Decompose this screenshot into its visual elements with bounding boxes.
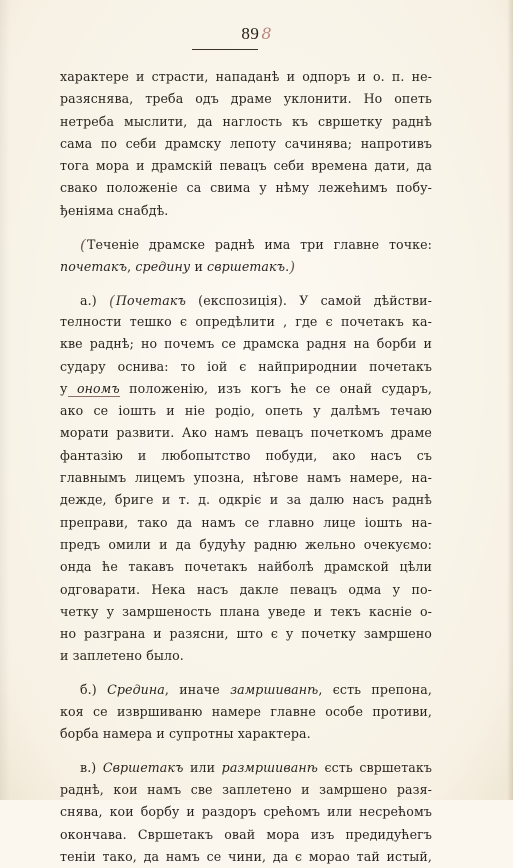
text-line: четку у замршеность плана уведе и текъ касніе о- <box>60 603 432 619</box>
text-line: преправи, тако да намъ се главно лице іошть на- <box>60 514 432 530</box>
text-line: но разграна и разясни, што є у почетку замршено <box>60 626 432 642</box>
text-line: борба намера и супротны характера. <box>60 726 311 742</box>
text-line: фантазію и любопытство побуди, ако насъ съ <box>60 447 432 463</box>
text-line: ђеніяма снабдѣ. <box>60 202 169 218</box>
pencil-bracket-mark: ( <box>80 236 86 255</box>
section-label: б.) <box>80 681 97 697</box>
section-label: а.) <box>80 292 97 308</box>
text-line: телности тешко є опредѣлити , где є почетакъ ка- <box>60 313 432 329</box>
emphasis-term: Почетакъ <box>115 292 186 308</box>
text-body <box>60 66 432 868</box>
text-line: разяснява, треба одъ драме уклонити. Но опеть <box>60 91 432 107</box>
pencil-bracket-mark: ( <box>108 291 115 310</box>
text-line: ако се іошть и ніе родіо, опеть у далѣмъ течаю <box>60 403 432 419</box>
header-rule <box>192 49 258 50</box>
text-line: а.) (Почетакъ (експозиція). У самой дѣйстви- <box>80 291 432 310</box>
paragraph-2 <box>60 233 432 278</box>
emphasis-term: свршетакъ <box>207 259 286 275</box>
text-line: онда ће такавъ почетакъ найболѣ драмской цѣли <box>60 559 432 575</box>
text-line: нетреба мыслити, да наглость къ свршетку раднѣ <box>60 113 432 129</box>
paragraph-1 <box>60 66 432 222</box>
emphasis-term: Свршетакъ <box>102 759 184 775</box>
text-line: кве раднѣ; но почемъ се драмска радня на борби и <box>60 336 432 352</box>
text-line: б.) Средина, иначе замршиванѣ, єсть препона, <box>80 681 433 697</box>
text-line: одговарати. Нека насъ дакле певацъ одма у по- <box>60 581 432 597</box>
pencil-bracket-mark: ) <box>289 258 296 277</box>
paragraph-5 <box>60 757 432 868</box>
emphasis-term: средину <box>135 259 191 275</box>
text-line: главнымъ лицемъ упозна, нѣгове намъ намере, на- <box>60 470 432 486</box>
page-number: 89 <box>241 24 260 43</box>
pencil-page-number: 8 <box>261 24 272 43</box>
text-line: сама по себи драмску лепоту сачинява; напротивъ <box>60 135 432 151</box>
text-line: морати развити. Ако намъ певацъ почеткомъ драме <box>60 425 432 441</box>
text-line: тога мора и драмскій певацъ себи времена дати, да <box>60 158 432 174</box>
paragraph-3 <box>60 289 432 668</box>
text-line: снява, кои борбу и раздоръ срећомъ или несрећомъ <box>60 804 432 820</box>
text-line: предъ омили и да будућу радню жельно очекуємо: <box>60 536 432 552</box>
text-line: дежде, бриге и т. д. одкріє и за далю насъ раднѣ <box>60 492 432 508</box>
text-line: окончава. Свршетакъ овай мора изъ предидућегъ <box>60 826 432 842</box>
emphasis-term: размршиванѣ <box>221 759 318 775</box>
emphasis-term: почетакъ <box>60 259 128 275</box>
text-line: теніи тако, да намъ се чини, да є морао тай истый, <box>60 848 432 864</box>
text-line: характере и страсти, нападанѣ и одпоръ и о. п. не- <box>60 69 432 84</box>
text-line: (Теченіе драмске раднѣ има три главне точке: <box>80 236 432 255</box>
section-label: в.) <box>80 759 97 775</box>
text-line: судару оснива: то іой є найприроднии почетакъ <box>60 358 432 374</box>
paragraph-4 <box>60 679 432 746</box>
emphasis-term: ономъ <box>67 380 120 396</box>
page-edge-shadow <box>507 0 513 800</box>
text-line: раднѣ, кои намъ све заплетено и замршено разя- <box>60 781 432 797</box>
text-line: почетакъ, средину и свршетакъ.) <box>60 258 296 277</box>
page-header <box>0 24 513 52</box>
text-line: в.) Свршетакъ или размршиванѣ єсть свршетакъ <box>80 759 432 775</box>
emphasis-term: Средина <box>107 681 165 697</box>
emphasis-term: замршиванѣ <box>230 681 319 697</box>
text-line: коя се извршиваню намере главне особе противи, <box>60 704 432 720</box>
text-line: свако положеніе са свима у нѣму лежећимъ побу- <box>60 180 432 196</box>
text-line: у ономъ положенію, изъ когъ ће се онай сударъ, <box>60 380 433 396</box>
text-line: и заплетено было. <box>60 648 184 664</box>
